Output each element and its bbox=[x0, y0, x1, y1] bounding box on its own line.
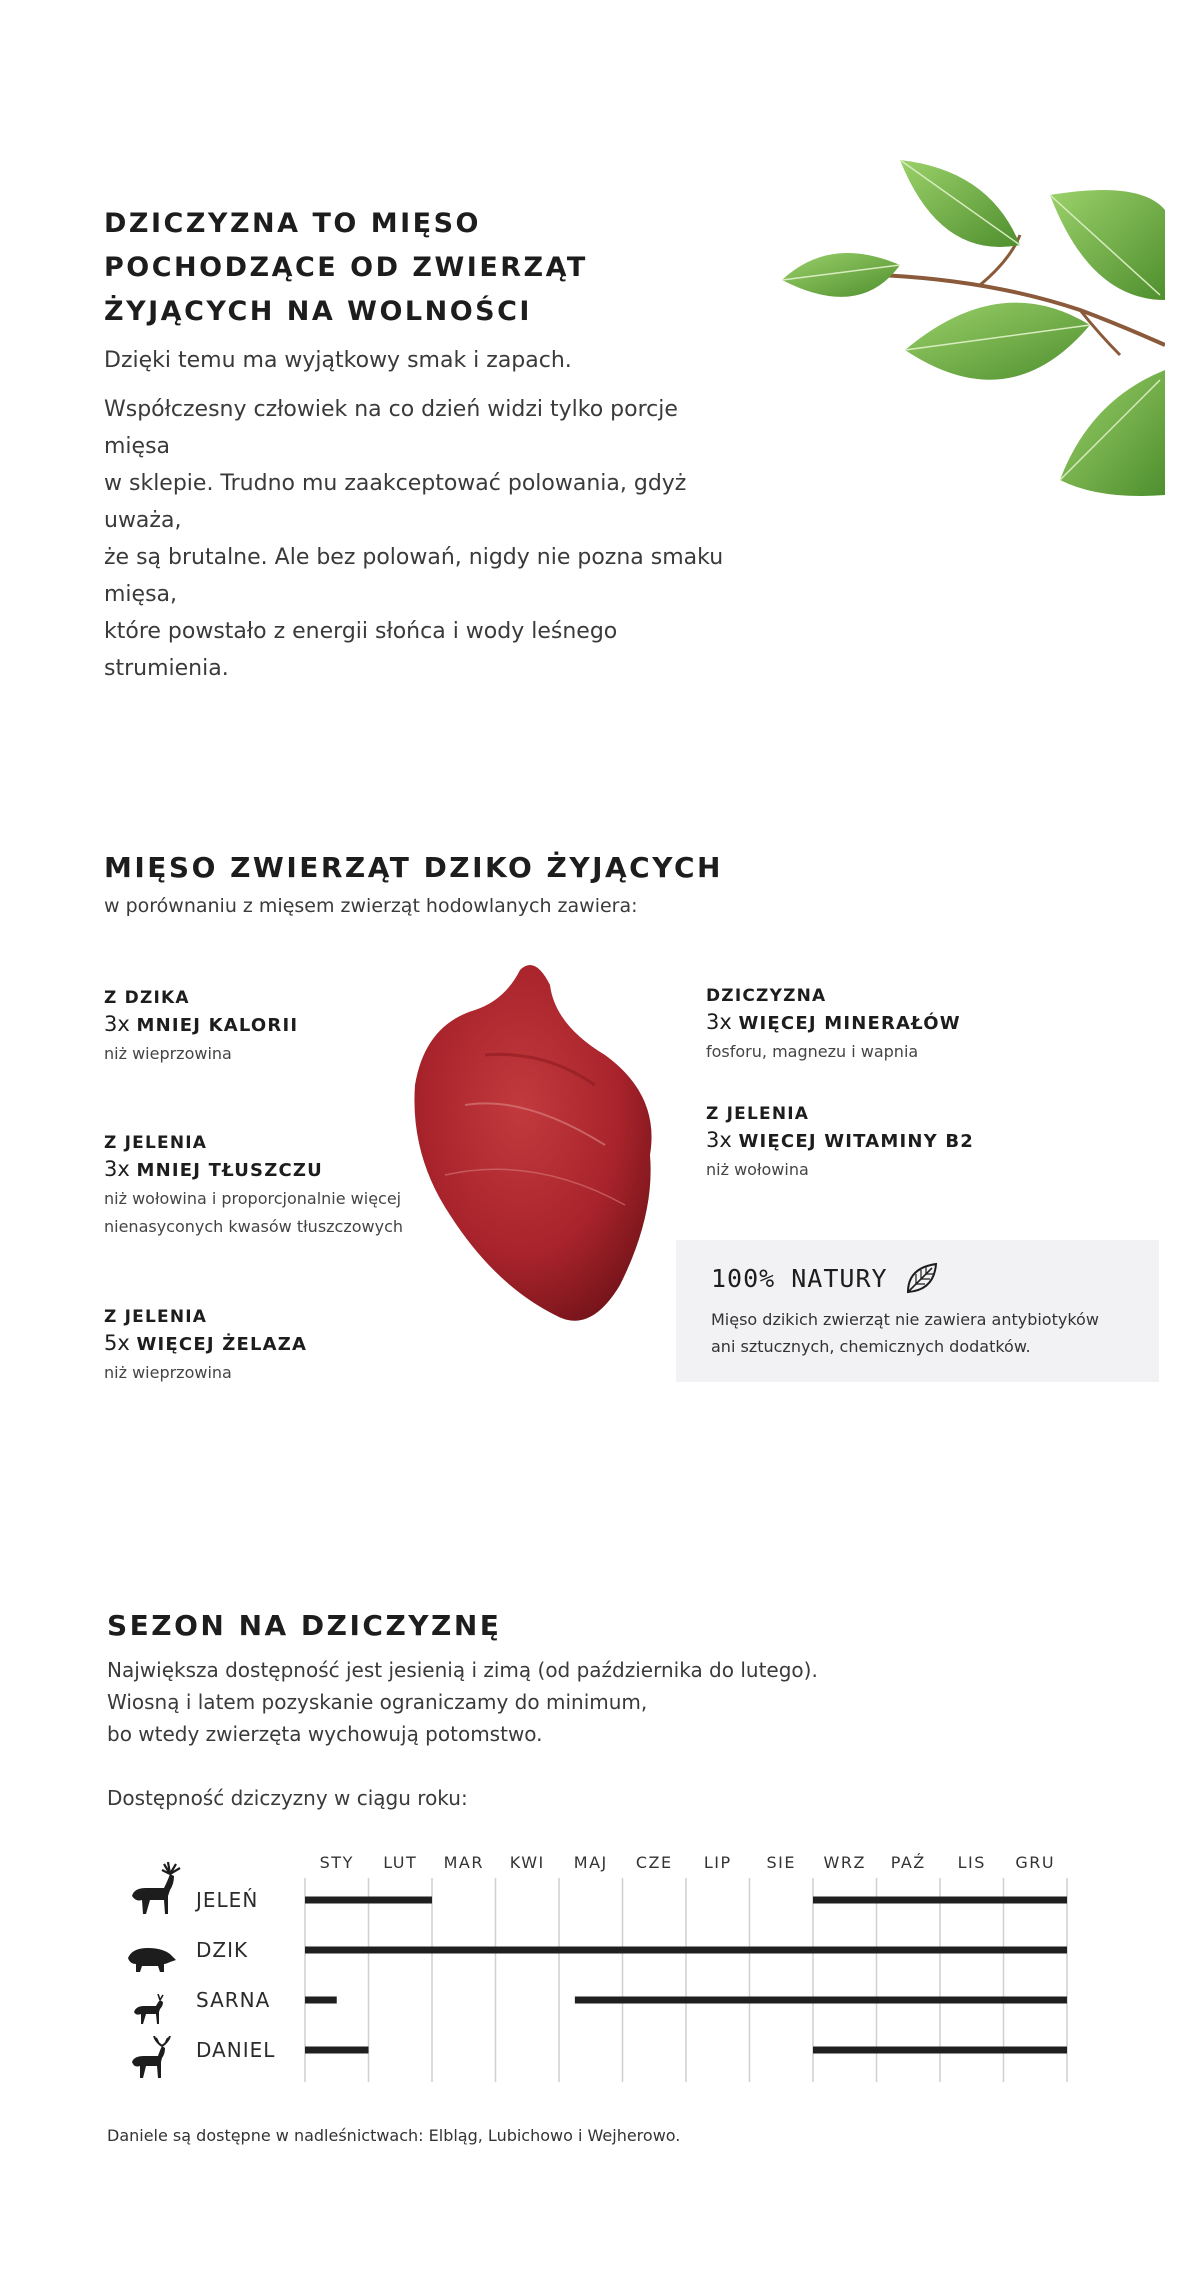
stat-multiplier: 3x bbox=[706, 1010, 732, 1034]
stat-multiplier: 3x bbox=[104, 1157, 130, 1181]
stat-block bbox=[104, 986, 298, 1068]
stat-head: DZICZYZNA bbox=[706, 986, 827, 1006]
raw-meat-illustration bbox=[405, 955, 665, 1335]
intro-body-line-3: że są brutalne. Ale bez polowań, nigdy nie pozna smaku mięsa, bbox=[104, 545, 724, 607]
month-label: CZE bbox=[635, 1853, 673, 1872]
intro-title-line-1: DZICZYZNA TO MIĘSO bbox=[104, 208, 481, 239]
stat-sub-line: fosforu, magnezu i wapnia bbox=[706, 1042, 919, 1061]
intro-title-line-2: POCHODZĄCE OD ZWIERZĄT bbox=[104, 252, 588, 283]
stat-block bbox=[706, 1102, 974, 1184]
fallow-deer-icon bbox=[128, 2036, 172, 2080]
stat-sub-line: niż wieprzowina bbox=[104, 1363, 232, 1382]
stat-multiplier: 3x bbox=[706, 1128, 732, 1152]
intro-title-line-3: ŻYJĄCYCH NA WOLNOŚCI bbox=[104, 296, 532, 327]
intro-body-line-1: Współczesny człowiek na co dzień widzi tylko porcje mięsa bbox=[104, 397, 678, 459]
stat-sub-line: niż wołowina i proporcjonalnie więcej bbox=[104, 1189, 402, 1208]
month-label: GRU bbox=[1015, 1853, 1056, 1872]
stat-sub-line: nienasyconych kwasów tłuszczowych bbox=[104, 1217, 404, 1236]
stat-head: Z DZIKA bbox=[104, 988, 190, 1008]
natury-text-line: Mięso dzikich zwierząt nie zawiera antybiotyków bbox=[711, 1310, 1099, 1329]
animal-label: DZIK bbox=[196, 1938, 249, 1962]
month-label: LUT bbox=[383, 1853, 418, 1872]
stat-head: Z JELENIA bbox=[706, 1104, 810, 1124]
season-title: SEZON NA DZICZYZNĘ bbox=[107, 1609, 502, 1642]
month-label: LIP bbox=[703, 1853, 732, 1872]
deer-stag-icon bbox=[124, 1862, 182, 1918]
section-season bbox=[107, 1604, 1007, 1814]
stat-highlight: MNIEJ KALORII bbox=[136, 1015, 299, 1036]
animal-label: JELEŃ bbox=[196, 1888, 259, 1912]
month-label: KWI bbox=[509, 1853, 545, 1872]
month-label: WRZ bbox=[823, 1853, 866, 1872]
stat-head: Z JELENIA bbox=[104, 1307, 208, 1327]
stat-sub-line: niż wieprzowina bbox=[104, 1044, 232, 1063]
roe-deer-icon bbox=[130, 1994, 168, 2026]
natury-text-line: ani sztucznych, chemicznych dodatków. bbox=[711, 1337, 1031, 1356]
intro-lead: Dzięki temu ma wyjątkowy smak i zapach. bbox=[104, 348, 572, 373]
month-label: SIE bbox=[766, 1853, 796, 1872]
stat-block bbox=[104, 1305, 307, 1387]
natury-title: 100% NATURY bbox=[711, 1263, 888, 1293]
stat-block bbox=[706, 984, 961, 1066]
month-label: LIS bbox=[957, 1853, 986, 1872]
month-label: STY bbox=[319, 1853, 354, 1872]
section-comparison bbox=[104, 846, 1104, 920]
month-label: PAŹ bbox=[890, 1853, 926, 1872]
comparison-title: MIĘSO ZWIERZĄT DZIKO ŻYJĄCYCH bbox=[104, 851, 723, 884]
month-label: MAJ bbox=[573, 1853, 608, 1872]
season-body-line: Wiosną i latem pozyskanie ograniczamy do minimum, bbox=[107, 1690, 648, 1714]
animal-label: SARNA bbox=[196, 1988, 271, 2012]
leaf-icon bbox=[904, 1260, 940, 1296]
intro-body-line-4: które powstało z energii słońca i wody leśnego strumienia. bbox=[104, 619, 618, 681]
section-intro bbox=[104, 202, 744, 687]
month-label: MAR bbox=[443, 1853, 484, 1872]
footnote: Daniele są dostępne w nadleśnictwach: Elbląg, Lubichowo i Wejherowo. bbox=[107, 2126, 681, 2145]
natury-info-box bbox=[676, 1240, 1159, 1382]
wild-boar-icon bbox=[124, 1944, 178, 1974]
stat-multiplier: 3x bbox=[104, 1012, 130, 1036]
intro-body-line-2: w sklepie. Trudno mu zaakceptować polowania, gdyż uważa, bbox=[104, 471, 687, 533]
beech-leaves-illustration bbox=[770, 150, 1165, 500]
availability-label: Dostępność dziczyzny w ciągu roku: bbox=[107, 1786, 468, 1810]
stat-head: Z JELENIA bbox=[104, 1133, 208, 1153]
stat-highlight: WIĘCEJ MINERAŁÓW bbox=[738, 1013, 961, 1034]
stat-sub-line: niż wołowina bbox=[706, 1160, 809, 1179]
stat-highlight: MNIEJ TŁUSZCZU bbox=[136, 1160, 323, 1181]
season-body-line: Największa dostępność jest jesienią i zimą (od października do lutego). bbox=[107, 1658, 818, 1682]
animal-label: DANIEL bbox=[196, 2038, 276, 2062]
season-body-line: bo wtedy zwierzęta wychowują potomstwo. bbox=[107, 1722, 543, 1746]
stat-multiplier: 5x bbox=[104, 1331, 130, 1355]
stat-block bbox=[104, 1131, 403, 1241]
stat-highlight: WIĘCEJ WITAMINY B2 bbox=[738, 1131, 974, 1152]
comparison-subtitle: w porównaniu z mięsem zwierząt hodowlanych zawiera: bbox=[104, 895, 638, 917]
stat-highlight: WIĘCEJ ŻELAZA bbox=[136, 1334, 308, 1355]
